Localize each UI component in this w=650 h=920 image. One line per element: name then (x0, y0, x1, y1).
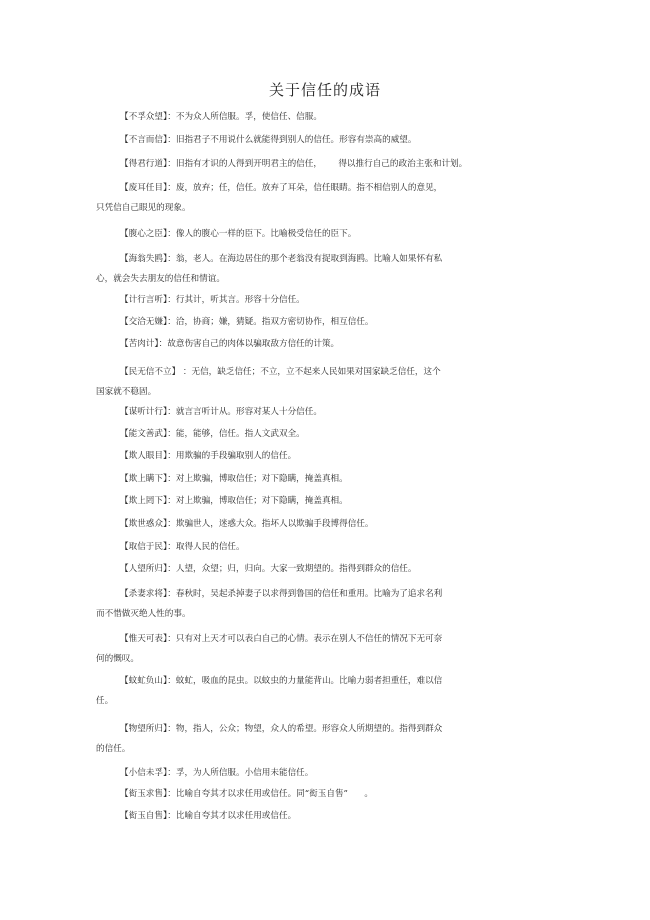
idiom-entry: 【欺人眼目】：用欺骗的手段骗取别人的信任。 (120, 451, 297, 461)
idiom-entry: 【海翁失鸥】：翁，老人。在海边居住的那个老翁没有捉取到海鸥。比喻人如果怀有私 心，就会失去朋友的信任和情谊。 (96, 254, 443, 284)
idiom-entry: 【物望所归】：物，指人，公众；物望，众人的希望。形容众人所期望的。指得到群众 的信任。 (96, 724, 443, 754)
idiom-entry: 【欺上罔下】：对上欺骗，博取信任；对下隐瞒，掩盖真相。 (120, 496, 348, 506)
idiom-entry: 【交洽无嫌】：洽，协商；嫌，猜疑。指双方密切协作，相互信任。 (120, 317, 374, 327)
idiom-entry: 【不言而信】：旧指君子不用说什么就能得到别人的信任。形容有崇高的威望。 (120, 135, 417, 145)
idiom-entry: 【蚊虻负山】：蚊虻，吸血的昆虫。以蚊虫的力量能背山。比喻力弱者担重任，难以信 任。 (96, 676, 443, 706)
idiom-entry: 【民无信不立】 ：无信，缺乏信任；不立，立不起来人民如果对国家缺乏信任，这个 国家就不稳固。 (96, 367, 441, 397)
idiom-entry: 【废耳任目】：废，放弃；任，信任。放弃了耳朵，信任眼睛。指不相信别人的意见， 只凭信自己眼见的现象。 (96, 183, 443, 213)
idiom-entry: 【能文善武】：能，能够，信任。指人文武双全。 (120, 429, 305, 439)
idiom-entry: 【人望所归】：人望，众望；归，归向。大家一致期望的。指得到群众的信任。 (120, 564, 417, 574)
idiom-entry: 【欺世惑众】：欺骗世人，迷惑大众。指坏人以欺骗手段博得信任。 (120, 519, 374, 529)
page-title: 关于信任的成语 (268, 81, 381, 99)
idiom-entry: 【谋听计行】：就言言听计从。形容对某人十分信任。 (120, 407, 322, 417)
idiom-entry: 【不孚众望】：不为众人所信服。孚，使信任、信服。 (120, 112, 322, 122)
idiom-entry: 【欺上瞒下】：对上欺骗，博取信任；对下隐瞒，掩盖真相。 (120, 474, 348, 484)
idiom-entry: 【衒玉自售】：比喻自夸其才以求任用或信任。 (120, 811, 297, 821)
idiom-entry: 【杀妻求将】：春秋时，吴起杀掉妻子以求得到鲁国的信任和重用。比喻为了追求名利 而不惜做灭绝人性的事。 (96, 589, 443, 619)
idiom-entry: 【苦肉计】：故意伤害自己的肉体以骗取敌方信任的计策。 (120, 339, 340, 349)
idiom-entry: 【得君行道】：旧指有才识的人得到开明君主的信任， 得以推行自己的政治主张和计划。 (120, 159, 468, 169)
idiom-entry: 【计行言听】：行其计，听其言。形容十分信任。 (120, 295, 305, 305)
idiom-entry: 【小信未孚】：孚，为人所信服。小信用未能信任。 (120, 768, 314, 778)
idiom-entry: 【衒玉求售】：比喻自夸其才以求任用或信任。同“衒玉自售” 。 (120, 789, 373, 799)
idiom-entry: 【惟天可表】：只有对上天才可以表白自己的心情。表示在别人不信任的情况下无可奈 何的慨叹。 (96, 634, 443, 664)
idiom-entry: 【腹心之臣】：像人的腹心一样的臣下。比喻极受信任的臣下。 (120, 229, 357, 239)
idiom-entry: 【取信于民】：取得人民的信任。 (120, 542, 245, 552)
